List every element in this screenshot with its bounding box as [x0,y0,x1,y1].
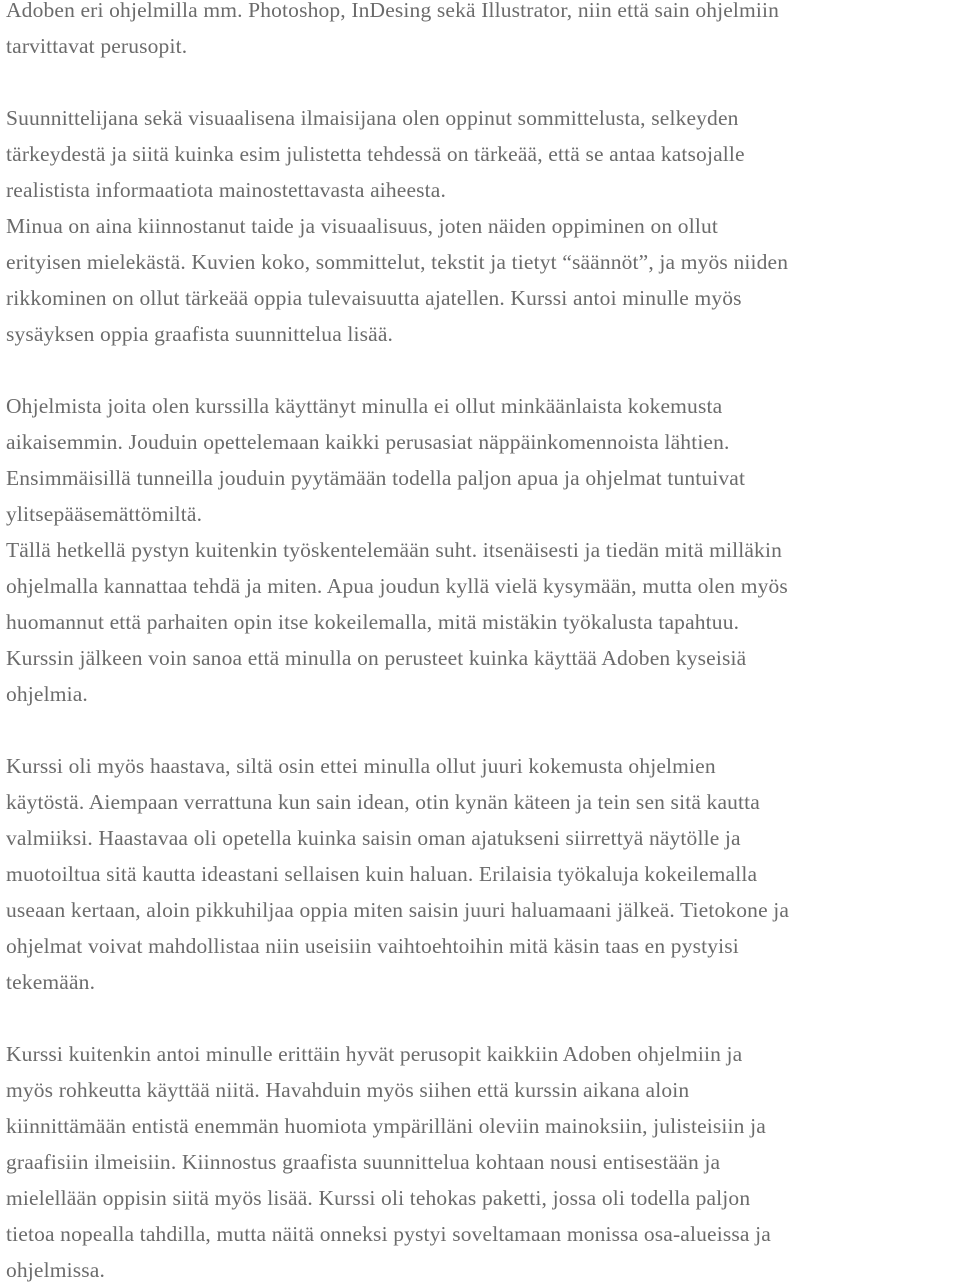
paragraph-design-learning: Suunnittelijana sekä visuaalisena ilmaisijana olen oppinut sommittelusta, selkeyden tärkeydestä ja siitä kuinka esim julistetta tehdessä on tärkeää, että se antaa katsojalle realistista informaatiota mainostettavasta aiheesta. Minua on aina kiinnostanut taide ja visuaalisuus, joten näiden oppiminen on ollut erityisen mielekästä. Kuvien koko, sommittelut, tekstit ja tietyt “säännöt”, ja myös niiden rikkominen on ollut tärkeää oppia tulevaisuutta ajatellen. Kurssi antoi minulle myös sysäyksen oppia graafista suunnittelua lisää. [6,106,789,346]
paragraph-conclusion: Kurssi kuitenkin antoi minulle erittäin hyvät perusopit kaikkiin Adoben ohjelmiin ja myös rohkeutta käyttää niitä. Havahduin myös siihen että kurssin aikana aloin kiinnittämään entistä enemmän huomiota ympärilläni oleviin mainoksiin, julisteisiin ja graafisiin ilmeisiin. Kiinnostus graafista suunnittelua kohtaan nousi entisestään ja mielellään oppisin siitä myös lisää. Kurssi oli tehokas paketti, jossa oli todella paljon tietoa nopealla tahdilla, mutta näitä onneksi pystyi soveltamaan monissa osa-alueissa ja ohjelmissa. [6,1042,771,1282]
paragraph-gap [6,712,956,748]
paragraph-intro: Adoben eri ohjelmilla mm. Photoshop, InDesing sekä Illustrator, niin että sain ohjelmiin tarvittavat perusopit. [6,0,780,58]
paragraph-gap [6,64,956,100]
paragraph-gap [6,1000,956,1036]
paragraph-challenges: Kurssi oli myös haastava, siltä osin ettei minulla ollut juuri kokemusta ohjelmien käytöstä. Aiempaan verrattuna kun sain idean, otin kynän käteen ja tein sen sitä kautta valmiiksi. Haastavaa oli opetella kuinka saisin oman ajatukseni siirrettyä näytölle ja muotoiltua sitä kautta ideastani sellaisen kuin haluan. Erilaisia työkaluja kokeilemalla useaan kertaan, aloin pikkuhiljaa oppia miten saisin juuri haluamaani jälkeä. Tietokone ja ohjelmat voivat mahdollistaa niin useisiin vaihtoehtoihin mitä käsin taas en pystyisi tekemään. [6,754,790,994]
document-page [6,0,956,1288]
paragraph-gap [6,352,956,388]
paragraph-software-experience: Ohjelmista joita olen kurssilla käyttänyt minulla ei ollut minkäänlaista kokemusta aikaisemmin. Jouduin opettelemaan kaikki perusasiat näppäinkomennoista lähtien. Ensimmäisillä tunneilla jouduin pyytämään todella paljon apua ja ohjelmat tuntuivat ylitsepääsemättömiltä. Tällä hetkellä pystyn kuitenkin työskentelemään suht. itsenäisesti ja tiedän mitä milläkin ohjelmalla kannattaa tehdä ja miten. Apua joudun kyllä vielä kysymään, mutta olen myös huomannut että parhaiten opin itse kokeilemalla, mitä mistäkin työkalusta tapahtuu. Kurssin jälkeen voin sanoa että minulla on perusteet kuinka käyttää Adoben kyseisiä ohjelmia. [6,394,788,706]
